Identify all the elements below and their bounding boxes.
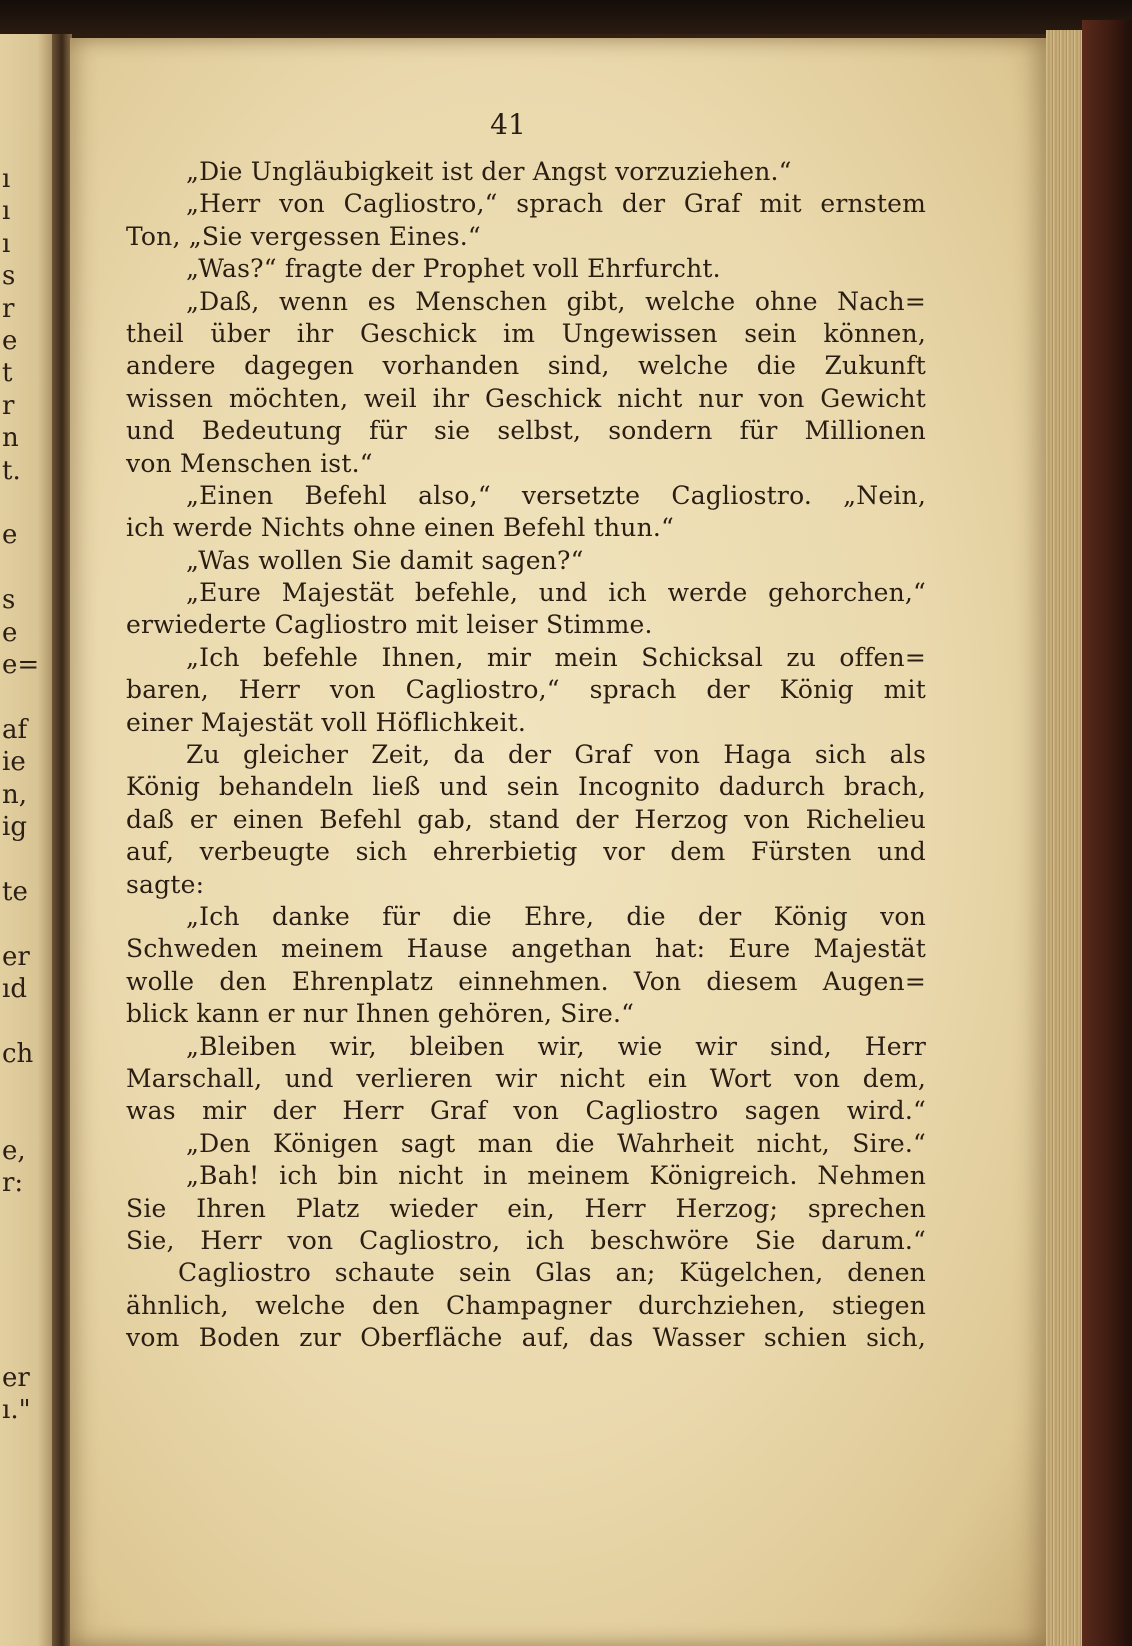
left-page-fragment: ig <box>2 812 27 842</box>
left-page-fragment: r <box>2 293 15 324</box>
text-line: daß er einen Befehl gab, stand der Herzog von Richelieu <box>126 804 926 834</box>
left-page-fragment: ı." <box>2 1395 31 1426</box>
text-line: erwiederte Cagliostro mit leiser Stimme. <box>126 610 653 640</box>
text-line: von Menschen ist.“ <box>126 448 373 478</box>
text-line: auf, verbeugte sich ehrerbietig vor dem Fürsten und <box>126 837 926 867</box>
text-line: sagte: <box>126 869 205 899</box>
text-line: baren, Herr von Cagliostro,“ sprach der König mit <box>126 675 926 705</box>
text-line: „Die Ungläubigkeit ist der Angst vorzuziehen.“ <box>186 157 792 186</box>
text-line: „Einen Befehl also,“ versetzte Cagliostro. „Nein, <box>186 480 926 510</box>
text-line: „Ich befehle Ihnen, mir mein Schicksal zu offen= <box>186 642 926 672</box>
text-line: und Bedeutung für sie selbst, sondern für Millionen <box>126 416 926 446</box>
text-line: theil über ihr Geschick im Ungewissen sein können, <box>126 318 926 348</box>
page-number: 41 <box>490 108 526 141</box>
left-page-fragment: n <box>2 423 19 454</box>
text-line: König behandeln ließ und sein Incognito dadurch brach, <box>126 772 926 802</box>
book-gutter <box>52 34 72 1646</box>
left-page-fragment: ch <box>2 1038 34 1069</box>
text-line: einer Majestät voll Höflichkeit. <box>126 707 527 737</box>
text-line: blick kann er nur Ihnen gehören, Sire.“ <box>126 999 635 1029</box>
left-page-fragment: ie <box>2 747 26 778</box>
text-line: Ton, „Sie vergessen Eines.“ <box>126 221 481 251</box>
page-stack-edge <box>1046 30 1086 1646</box>
left-page-fragment: e, <box>2 1136 26 1166</box>
left-page-fragment: er <box>2 941 30 972</box>
text-line: was mir der Herr Graf von Cagliostro sagen wird.“ <box>126 1096 926 1126</box>
text-line: „Was?“ fragte der Prophet voll Ehrfurcht. <box>186 254 721 284</box>
left-page-fragment: e <box>2 520 18 551</box>
page-body-text <box>126 156 926 1354</box>
left-page-fragment: te <box>2 876 28 907</box>
left-page-fragment: t <box>2 358 13 389</box>
text-line: ich werde Nichts ohne einen Befehl thun.“ <box>126 513 674 543</box>
top-edge <box>0 0 1132 34</box>
left-page-fragment: ı <box>2 164 11 194</box>
left-page-fragment: s <box>2 261 16 292</box>
left-page-fragment: e <box>2 617 18 648</box>
text-line: „Was wollen Sie damit sagen?“ <box>186 545 584 575</box>
text-line: andere dagegen vorhanden sind, welche die Zukunft <box>126 351 926 381</box>
left-page-fragment: ı <box>2 228 11 259</box>
text-line: „Herr von Cagliostro,“ sprach der Graf mit ernstem <box>186 189 926 219</box>
text-line: vom Boden zur Oberfläche auf, das Wasser schien sich, <box>126 1323 926 1353</box>
text-line: „Eure Majestät befehle, und ich werde gehorchen,“ <box>186 578 926 608</box>
left-page-fragment: t. <box>2 455 21 486</box>
left-page-fragment: e= <box>2 650 40 680</box>
text-line: Zu gleicher Zeit, da der Graf von Haga sich als <box>186 740 926 770</box>
left-page-fragment: r: <box>2 1168 24 1199</box>
text-line: wolle den Ehrenplatz einnehmen. Von diesem Augen= <box>126 966 926 996</box>
left-page-fragment: s <box>2 585 16 616</box>
book-binding <box>1082 20 1132 1646</box>
previous-page-sliver <box>0 34 54 1646</box>
text-line: „Daß, wenn es Menschen gibt, welche ohne Nach= <box>186 286 926 316</box>
text-line: „Bah! ich bin nicht in meinem Königreich. Nehmen <box>186 1161 926 1191</box>
text-line: Marschall, und verlieren wir nicht ein Wort von dem, <box>126 1063 926 1093</box>
left-page-fragment: n, <box>2 779 28 810</box>
text-line: Schweden meinem Hause angethan hat: Eure Majestät <box>126 934 926 964</box>
left-page-fragment: ı <box>2 196 11 227</box>
text-line: wissen möchten, weil ihr Geschick nicht nur von Gewicht <box>126 383 926 413</box>
text-line: Cagliostro schaute sein Glas an; Kügelchen, denen <box>178 1258 926 1288</box>
left-page-fragment: af <box>2 714 28 745</box>
text-line: ähnlich, welche den Champagner durchziehen, stiegen <box>126 1290 926 1320</box>
left-page-fragment: r <box>2 390 15 421</box>
left-page-fragment: e <box>2 326 18 356</box>
left-page-fragment: ıd <box>2 974 27 1004</box>
text-line: „Ich danke für die Ehre, die der König von <box>186 901 926 931</box>
text-line: Sie Ihren Platz wieder ein, Herr Herzog; sprechen <box>126 1193 926 1223</box>
left-page-fragment: er <box>2 1362 30 1393</box>
text-line: „Bleiben wir, bleiben wir, wie wir sind, Herr <box>186 1031 926 1061</box>
text-line: Sie, Herr von Cagliostro, ich beschwöre Sie darum.“ <box>126 1225 926 1255</box>
text-line: „Den Königen sagt man die Wahrheit nicht, Sire.“ <box>186 1128 926 1158</box>
